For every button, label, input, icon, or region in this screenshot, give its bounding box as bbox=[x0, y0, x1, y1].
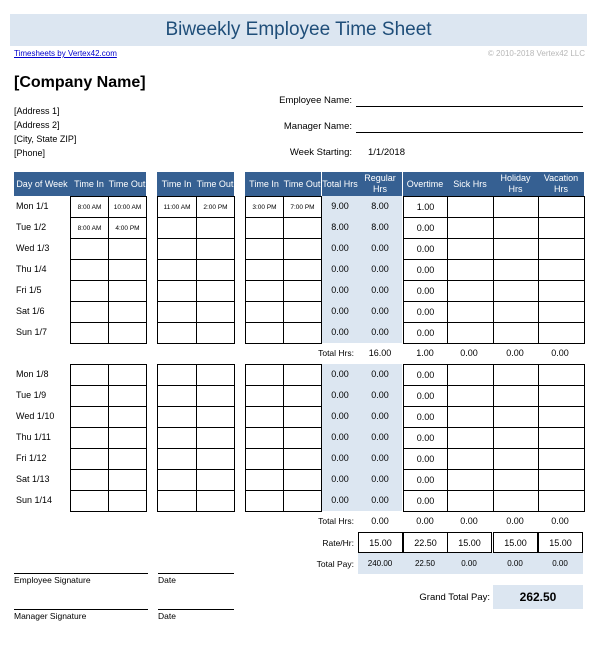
day-label: Mon 1/8 bbox=[16, 369, 49, 379]
time-cell[interactable] bbox=[70, 427, 109, 449]
time-cell[interactable]: 11:00 AM bbox=[157, 196, 197, 218]
time-cell[interactable] bbox=[245, 301, 284, 323]
holiday-hrs-cell[interactable] bbox=[493, 364, 539, 386]
time-cell[interactable] bbox=[196, 469, 235, 491]
regular-hrs-value: 0.00 bbox=[371, 390, 389, 400]
employee-name-label: Employee Name: bbox=[279, 95, 352, 106]
employee-name-field[interactable] bbox=[356, 94, 583, 107]
time-cell[interactable] bbox=[108, 259, 147, 281]
time-cell[interactable] bbox=[70, 385, 109, 407]
regular-hrs-value: 0.00 bbox=[371, 495, 389, 505]
sick-hrs-cell[interactable] bbox=[447, 280, 494, 302]
week1-total-hrs-value: 0.00 bbox=[506, 348, 524, 358]
week1-total-hrs-label: Total Hrs: bbox=[318, 348, 354, 358]
rate-input[interactable]: 15.00 bbox=[493, 532, 538, 553]
vacation-hrs-cell[interactable] bbox=[538, 364, 585, 386]
time-cell[interactable]: 8:00 AM bbox=[70, 217, 109, 239]
time-cell[interactable] bbox=[196, 217, 235, 239]
time-cell[interactable] bbox=[196, 406, 235, 428]
time-cell[interactable] bbox=[245, 280, 284, 302]
column-header-time-in: Time In bbox=[245, 172, 283, 196]
week2-total-hrs-value: 0.00 bbox=[416, 516, 434, 526]
holiday-hrs-cell[interactable] bbox=[493, 406, 539, 428]
title-band bbox=[10, 14, 587, 46]
time-cell[interactable] bbox=[157, 406, 197, 428]
time-cell[interactable] bbox=[157, 385, 197, 407]
regular-hrs-value: 0.00 bbox=[371, 306, 389, 316]
time-cell[interactable] bbox=[245, 490, 284, 512]
day-label: Tue 1/2 bbox=[16, 222, 47, 232]
day-label: Tue 1/9 bbox=[16, 390, 47, 400]
time-cell[interactable] bbox=[196, 364, 235, 386]
week2-total-hrs-value: 0.00 bbox=[460, 516, 478, 526]
holiday-hrs-cell[interactable] bbox=[493, 196, 539, 218]
total-hrs-value: 8.00 bbox=[331, 222, 349, 232]
time-cell[interactable]: 8:00 AM bbox=[70, 196, 109, 218]
manager-name-field[interactable] bbox=[356, 120, 583, 133]
page-title: Biweekly Employee Time Sheet bbox=[165, 19, 432, 40]
rate-label: Rate/Hr: bbox=[322, 538, 354, 548]
time-cell[interactable]: 2:00 PM bbox=[196, 196, 235, 218]
address-line[interactable]: [Phone] bbox=[14, 148, 46, 158]
time-cell[interactable] bbox=[196, 259, 235, 281]
rate-input[interactable]: 15.00 bbox=[447, 532, 492, 553]
total-pay-value: 0.00 bbox=[461, 559, 477, 568]
time-cell[interactable] bbox=[283, 385, 322, 407]
total-hrs-value: 0.00 bbox=[331, 411, 349, 421]
column-header-vacation-hrs: Vacation Hrs bbox=[538, 172, 584, 196]
column-header-holiday-hrs: Holiday Hrs bbox=[493, 172, 538, 196]
overtime-value[interactable]: 0.00 bbox=[403, 280, 448, 302]
vacation-hrs-cell[interactable] bbox=[538, 469, 585, 491]
day-label: Thu 1/11 bbox=[16, 432, 51, 442]
time-cell[interactable] bbox=[108, 385, 147, 407]
total-pay-label: Total Pay: bbox=[316, 559, 354, 569]
time-cell[interactable]: 3:00 PM bbox=[245, 196, 284, 218]
holiday-hrs-cell[interactable] bbox=[493, 385, 539, 407]
column-header-overtime: Overtime bbox=[403, 172, 447, 196]
time-cell[interactable]: 10:00 AM bbox=[108, 196, 147, 218]
time-cell[interactable]: 4:00 PM bbox=[108, 217, 147, 239]
overtime-value[interactable]: 0.00 bbox=[403, 490, 448, 512]
time-cell[interactable] bbox=[245, 469, 284, 491]
holiday-hrs-cell[interactable] bbox=[493, 469, 539, 491]
overtime-value[interactable]: 0.00 bbox=[403, 301, 448, 323]
time-cell[interactable]: 7:00 PM bbox=[283, 196, 322, 218]
regular-hrs-value: 0.00 bbox=[371, 411, 389, 421]
sick-hrs-cell[interactable] bbox=[447, 490, 494, 512]
column-header-time-in: Time In bbox=[70, 172, 108, 196]
column-header-day-of-week: Day of Week bbox=[14, 172, 70, 196]
total-pay-value: 0.00 bbox=[552, 559, 568, 568]
time-cell[interactable] bbox=[70, 406, 109, 428]
total-hrs-value: 0.00 bbox=[331, 243, 349, 253]
vacation-hrs-cell[interactable] bbox=[538, 427, 585, 449]
holiday-hrs-cell[interactable] bbox=[493, 301, 539, 323]
holiday-hrs-cell[interactable] bbox=[493, 448, 539, 470]
day-label: Thu 1/4 bbox=[16, 264, 47, 274]
vacation-hrs-cell[interactable] bbox=[538, 406, 585, 428]
time-cell[interactable] bbox=[108, 469, 147, 491]
day-label: Sun 1/7 bbox=[16, 327, 48, 337]
total-hrs-value: 9.00 bbox=[331, 201, 349, 211]
time-cell[interactable] bbox=[196, 490, 235, 512]
time-cell[interactable] bbox=[245, 385, 284, 407]
day-label: Fri 1/5 bbox=[16, 285, 42, 295]
column-header-time-in: Time In bbox=[157, 172, 196, 196]
time-cell[interactable] bbox=[108, 322, 147, 344]
time-cell[interactable] bbox=[283, 364, 322, 386]
week2-total-hrs-value: 0.00 bbox=[506, 516, 524, 526]
address-line[interactable]: [City, State ZIP] bbox=[14, 134, 77, 144]
overtime-value[interactable]: 0.00 bbox=[403, 259, 448, 281]
time-cell[interactable] bbox=[283, 406, 322, 428]
time-cell[interactable] bbox=[245, 217, 284, 239]
holiday-hrs-cell[interactable] bbox=[493, 238, 539, 260]
employee-signature-line[interactable] bbox=[14, 573, 148, 574]
time-cell[interactable] bbox=[196, 427, 235, 449]
time-cell[interactable] bbox=[157, 469, 197, 491]
overtime-value[interactable]: 1.00 bbox=[403, 196, 448, 218]
time-cell[interactable] bbox=[70, 490, 109, 512]
week2-total-hrs-label: Total Hrs: bbox=[318, 516, 354, 526]
time-cell[interactable] bbox=[245, 427, 284, 449]
total-pay-value: 22.50 bbox=[414, 559, 436, 568]
week2-total-hrs-value: 0.00 bbox=[371, 516, 389, 526]
manager-signature-line[interactable] bbox=[14, 609, 148, 610]
overtime-value[interactable]: 0.00 bbox=[403, 238, 448, 260]
time-cell[interactable] bbox=[157, 301, 197, 323]
sick-hrs-cell[interactable] bbox=[447, 322, 494, 344]
vacation-hrs-cell[interactable] bbox=[538, 322, 585, 344]
overtime-value[interactable]: 0.00 bbox=[403, 427, 448, 449]
total-hrs-value: 0.00 bbox=[331, 432, 349, 442]
time-cell[interactable] bbox=[108, 406, 147, 428]
time-cell[interactable] bbox=[245, 322, 284, 344]
total-hrs-value: 0.00 bbox=[331, 453, 349, 463]
holiday-hrs-cell[interactable] bbox=[493, 259, 539, 281]
time-cell[interactable] bbox=[283, 427, 322, 449]
time-cell[interactable] bbox=[108, 238, 147, 260]
week1-total-hrs-value: 0.00 bbox=[460, 348, 478, 358]
regular-hrs-value: 0.00 bbox=[371, 453, 389, 463]
day-label: Fri 1/12 bbox=[16, 453, 47, 463]
time-cell[interactable] bbox=[70, 301, 109, 323]
day-label: Mon 1/1 bbox=[16, 201, 49, 211]
employee-date-label: Date bbox=[158, 575, 176, 585]
total-hrs-value: 0.00 bbox=[331, 264, 349, 274]
overtime-value[interactable]: 0.00 bbox=[403, 322, 448, 344]
rate-input[interactable]: 15.00 bbox=[358, 532, 403, 553]
total-hrs-value: 0.00 bbox=[331, 369, 349, 379]
overtime-value[interactable]: 0.00 bbox=[403, 406, 448, 428]
regular-hrs-value: 0.00 bbox=[371, 432, 389, 442]
week-starting-label: Week Starting: bbox=[289, 147, 352, 158]
manager-name-label: Manager Name: bbox=[283, 121, 352, 132]
address-line[interactable]: [Address 2] bbox=[14, 120, 60, 130]
sick-hrs-cell[interactable] bbox=[447, 448, 494, 470]
total-pay-value: 240.00 bbox=[367, 559, 393, 568]
sick-hrs-cell[interactable] bbox=[447, 238, 494, 260]
time-cell[interactable] bbox=[157, 217, 197, 239]
sick-hrs-cell[interactable] bbox=[447, 259, 494, 281]
regular-hrs-value: 0.00 bbox=[371, 285, 389, 295]
time-cell[interactable] bbox=[283, 238, 322, 260]
total-hrs-value: 0.00 bbox=[331, 327, 349, 337]
time-cell[interactable] bbox=[108, 448, 147, 470]
sick-hrs-cell[interactable] bbox=[447, 217, 494, 239]
vacation-hrs-cell[interactable] bbox=[538, 301, 585, 323]
time-cell[interactable] bbox=[70, 259, 109, 281]
week1-total-hrs-value: 16.00 bbox=[368, 348, 392, 358]
manager-signature-label: Manager Signature bbox=[14, 611, 87, 621]
column-header-total-hrs: Total Hrs bbox=[322, 172, 358, 196]
time-cell[interactable] bbox=[283, 217, 322, 239]
time-cell[interactable] bbox=[283, 469, 322, 491]
time-cell[interactable] bbox=[196, 448, 235, 470]
time-cell[interactable] bbox=[70, 280, 109, 302]
time-cell[interactable] bbox=[245, 238, 284, 260]
holiday-hrs-cell[interactable] bbox=[493, 427, 539, 449]
day-label: Wed 1/10 bbox=[16, 411, 55, 421]
week1-total-hrs-value: 0.00 bbox=[551, 348, 569, 358]
time-cell[interactable] bbox=[283, 322, 322, 344]
time-cell[interactable] bbox=[108, 280, 147, 302]
time-cell[interactable] bbox=[157, 259, 197, 281]
total-hrs-value: 0.00 bbox=[331, 474, 349, 484]
sick-hrs-cell[interactable] bbox=[447, 196, 494, 218]
sick-hrs-cell[interactable] bbox=[447, 364, 494, 386]
total-hrs-value: 0.00 bbox=[331, 285, 349, 295]
vacation-hrs-cell[interactable] bbox=[538, 448, 585, 470]
vacation-hrs-cell[interactable] bbox=[538, 196, 585, 218]
regular-hrs-value: 0.00 bbox=[371, 327, 389, 337]
manager-date-label: Date bbox=[158, 611, 176, 621]
time-cell[interactable] bbox=[283, 301, 322, 323]
holiday-hrs-cell[interactable] bbox=[493, 322, 539, 344]
regular-hrs-value: 0.00 bbox=[371, 243, 389, 253]
column-header-time-out: Time Out bbox=[283, 172, 321, 196]
holiday-hrs-cell[interactable] bbox=[493, 217, 539, 239]
rate-input[interactable]: 15.00 bbox=[538, 532, 583, 553]
time-cell[interactable] bbox=[70, 322, 109, 344]
day-label: Sun 1/14 bbox=[16, 495, 53, 505]
vacation-hrs-cell[interactable] bbox=[538, 259, 585, 281]
column-header-time-out: Time Out bbox=[196, 172, 234, 196]
regular-hrs-value: 8.00 bbox=[371, 222, 389, 232]
employee-signature-label: Employee Signature bbox=[14, 575, 91, 585]
day-label: Sat 1/13 bbox=[16, 474, 50, 484]
time-cell[interactable] bbox=[70, 469, 109, 491]
overtime-value[interactable]: 0.00 bbox=[403, 364, 448, 386]
time-cell[interactable] bbox=[283, 448, 322, 470]
time-cell[interactable] bbox=[157, 427, 197, 449]
time-cell[interactable] bbox=[108, 364, 147, 386]
day-label: Sat 1/6 bbox=[16, 306, 45, 316]
total-pay-value: 0.00 bbox=[507, 559, 523, 568]
time-cell[interactable] bbox=[283, 490, 322, 512]
vacation-hrs-cell[interactable] bbox=[538, 217, 585, 239]
copyright-text: © 2010-2018 Vertex42 LLC bbox=[487, 49, 585, 58]
manager-date-line[interactable] bbox=[158, 609, 234, 610]
week1-total-hrs-value: 1.00 bbox=[416, 348, 434, 358]
time-cell[interactable] bbox=[70, 448, 109, 470]
time-cell[interactable] bbox=[157, 448, 197, 470]
time-cell[interactable] bbox=[70, 364, 109, 386]
vacation-hrs-cell[interactable] bbox=[538, 238, 585, 260]
time-cell[interactable] bbox=[245, 364, 284, 386]
time-cell[interactable] bbox=[283, 280, 322, 302]
time-cell[interactable] bbox=[196, 322, 235, 344]
total-hrs-value: 0.00 bbox=[331, 390, 349, 400]
grand-total-value: 262.50 bbox=[493, 585, 583, 609]
time-cell[interactable] bbox=[283, 259, 322, 281]
time-cell[interactable] bbox=[108, 427, 147, 449]
day-label: Wed 1/3 bbox=[16, 243, 50, 253]
company-name[interactable]: [Company Name] bbox=[14, 74, 146, 91]
vacation-hrs-cell[interactable] bbox=[538, 490, 585, 512]
overtime-value[interactable]: 0.00 bbox=[403, 469, 448, 491]
time-cell[interactable] bbox=[196, 280, 235, 302]
regular-hrs-value: 0.00 bbox=[371, 474, 389, 484]
week2-total-hrs-value: 0.00 bbox=[551, 516, 569, 526]
employee-date-line[interactable] bbox=[158, 573, 234, 574]
grand-total-label: Grand Total Pay: bbox=[419, 592, 490, 603]
vacation-hrs-cell[interactable] bbox=[538, 280, 585, 302]
time-cell[interactable] bbox=[196, 238, 235, 260]
regular-hrs-value: 0.00 bbox=[371, 264, 389, 274]
time-cell[interactable] bbox=[157, 490, 197, 512]
total-hrs-value: 0.00 bbox=[331, 306, 349, 316]
credit-link[interactable]: Timesheets by Vertex42.com bbox=[14, 49, 117, 58]
time-cell[interactable] bbox=[196, 385, 235, 407]
regular-hrs-value: 8.00 bbox=[371, 201, 389, 211]
time-cell[interactable] bbox=[196, 301, 235, 323]
sick-hrs-cell[interactable] bbox=[447, 385, 494, 407]
holiday-hrs-cell[interactable] bbox=[493, 490, 539, 512]
column-header-sick-hrs: Sick Hrs bbox=[447, 172, 493, 196]
sick-hrs-cell[interactable] bbox=[447, 406, 494, 428]
overtime-value[interactable]: 0.00 bbox=[403, 217, 448, 239]
sick-hrs-cell[interactable] bbox=[447, 301, 494, 323]
column-header-time-out: Time Out bbox=[108, 172, 146, 196]
time-cell[interactable] bbox=[157, 238, 197, 260]
time-cell[interactable] bbox=[108, 301, 147, 323]
total-hrs-value: 0.00 bbox=[331, 495, 349, 505]
address-line[interactable]: [Address 1] bbox=[14, 106, 60, 116]
overtime-value[interactable]: 0.00 bbox=[403, 385, 448, 407]
time-cell[interactable] bbox=[245, 259, 284, 281]
week-starting-value[interactable]: 1/1/2018 bbox=[368, 147, 405, 158]
overtime-value[interactable]: 0.00 bbox=[403, 448, 448, 470]
holiday-hrs-cell[interactable] bbox=[493, 280, 539, 302]
time-cell[interactable] bbox=[245, 448, 284, 470]
regular-hrs-value: 0.00 bbox=[371, 369, 389, 379]
sick-hrs-cell[interactable] bbox=[447, 427, 494, 449]
time-cell[interactable] bbox=[245, 406, 284, 428]
time-cell[interactable] bbox=[157, 280, 197, 302]
time-cell[interactable] bbox=[108, 490, 147, 512]
rate-input[interactable]: 22.50 bbox=[403, 532, 448, 553]
time-cell[interactable] bbox=[157, 322, 197, 344]
sick-hrs-cell[interactable] bbox=[447, 469, 494, 491]
column-header-regular-hrs: Regular Hrs bbox=[358, 172, 402, 196]
time-cell[interactable] bbox=[70, 238, 109, 260]
time-cell[interactable] bbox=[157, 364, 197, 386]
vacation-hrs-cell[interactable] bbox=[538, 385, 585, 407]
